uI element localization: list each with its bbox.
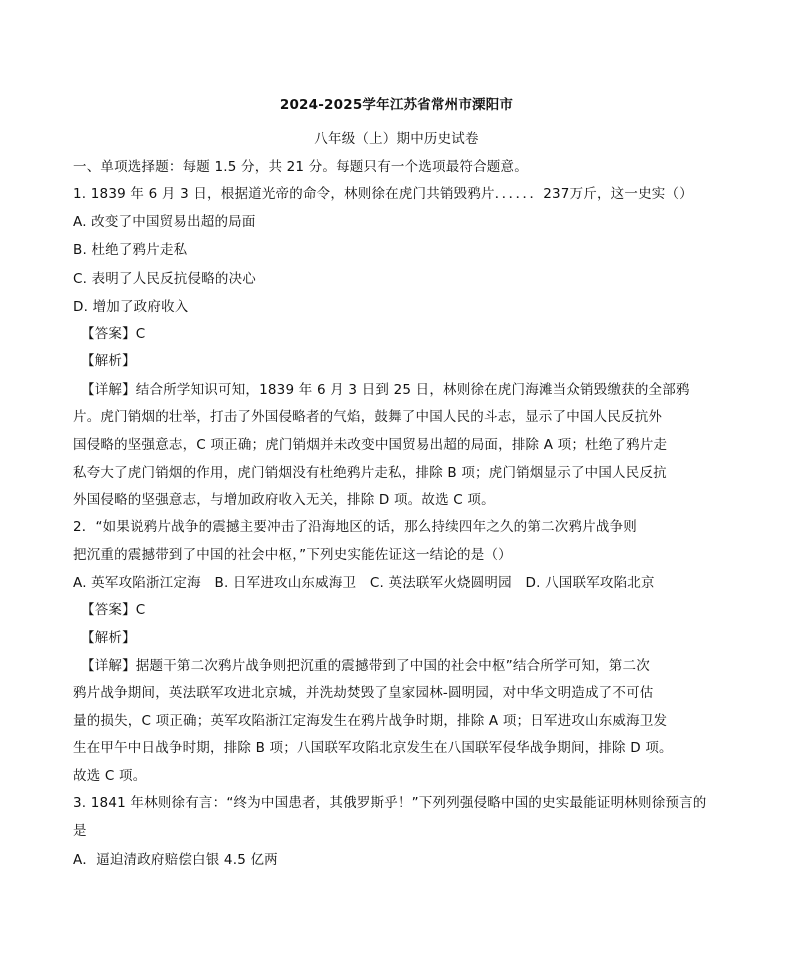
q1-detail-line-3: 国侵略的坚强意志，C 项正确；虎门销烟并未改变中国贸易出超的局面，排除 A 项；杜绝了鸦片走: [73, 437, 668, 453]
document-subtitle: 八年级（上）期中历史试卷: [314, 131, 479, 147]
q2-stem-line-2: 把沉重的震撼带到了中国的社会中枢，”下列史实能佐证这一结论的是（）: [73, 547, 512, 563]
q1-detail-line-1: 【详解】结合所学知识可知，1839 年 6 月 3 日到 25 日，林则徐在虎门海滩当众销毁缴获的全部鸦: [81, 382, 690, 398]
q2-answer: 【答案】C: [81, 602, 146, 618]
q1-analysis-label: 【解析】: [81, 353, 136, 369]
q1-stem: 1. 1839 年 6 月 3 日，根据道光帝的命令，林则徐在虎门共销毁鸦片．．．．．．237万斤，这一史实（）: [73, 186, 693, 202]
q2-stem-line-1: 2．“如果说鸦片战争的震撼主要冲击了沿海地区的话，那么持续四年之久的第二次鸦片战争则: [73, 519, 637, 535]
q1-option-d: D. 增加了政府收入: [73, 299, 189, 315]
q1-option-b: B. 杜绝了鸦片走私: [73, 242, 188, 258]
q1-option-c: C. 表明了人民反抗侵略的决心: [73, 271, 257, 287]
q2-detail-line-3: 量的损失，C 项正确；英军攻陷浙江定海发生在鸦片战争时期，排除 A 项；日军进攻山东威海卫发: [73, 713, 668, 729]
q2-detail-line-5: 故选 C 项。: [73, 768, 147, 784]
q2-options: A. 英军攻陷浙江定海 B. 日军进攻山东威海卫 C. 英法联军火烧圆明园 D. 八国联军攻陷北京: [73, 575, 655, 591]
q2-detail-line-2: 鸦片战争期间，英法联军攻进北京城，并洗劫焚毁了皇家园林-圆明园，对中华文明造成了不可估: [73, 685, 654, 701]
q3-stem-line-1: 3. 1841 年林则徐有言：“终为中国患者，其俄罗斯乎！”下列列强侵略中国的史实最能证明林则徐预言的: [73, 795, 707, 811]
q3-stem-line-2: 是: [73, 823, 87, 839]
q2-detail-line-4: 生在甲午中日战争时期，排除 B 项；八国联军攻陷北京发生在八国联军侵华战争期间，排除 D 项。: [73, 740, 673, 756]
document-title: 2024-2025学年江苏省常州市溧阳市: [279, 97, 514, 113]
q1-detail-line-2: 片。虎门销烟的壮举，打击了外国侵略者的气焰，鼓舞了中国人民的斗志，显示了中国人民反抗外: [73, 409, 663, 425]
section-header: 一、单项选择题：每题 1.5 分，共 21 分。每题只有一个选项最符合题意。: [73, 159, 528, 175]
q1-answer: 【答案】C: [81, 326, 146, 342]
q1-option-a: A. 改变了中国贸易出超的局面: [73, 214, 256, 230]
q2-detail-line-1: 【详解】据题干第二次鸦片战争则把沉重的震撼带到了中国的社会中枢”结合所学可知，第二次: [81, 658, 650, 674]
q2-analysis-label: 【解析】: [81, 630, 136, 646]
q1-detail-line-5: 外国侵略的坚强意志，与增加政府收入无关，排除 D 项。故选 C 项。: [73, 492, 495, 508]
q1-detail-line-4: 私夸大了虎门销烟的作用，虎门销烟没有杜绝鸦片走私，排除 B 项；虎门销烟显示了中国人民反抗: [73, 465, 667, 481]
q3-option-a: A．逼迫清政府赔偿白银 4.5 亿两: [73, 852, 278, 868]
